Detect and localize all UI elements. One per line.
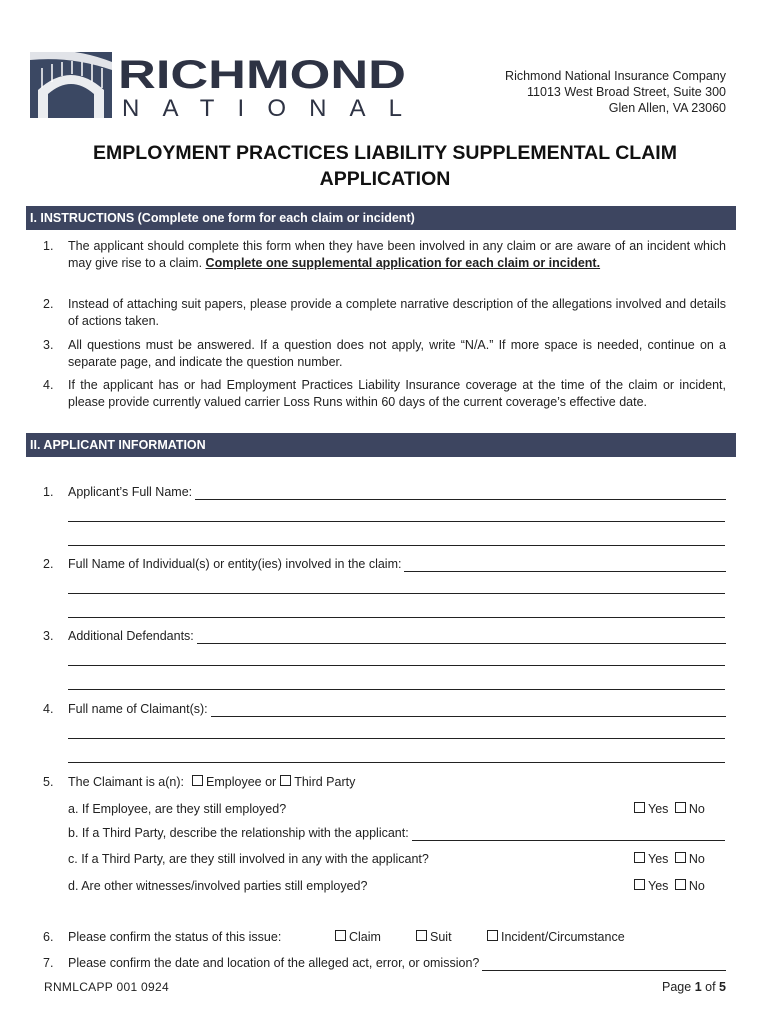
applicant-name-line-2[interactable] <box>68 521 725 522</box>
applicant-name-field[interactable] <box>195 486 726 500</box>
claimant-name-line-3[interactable] <box>68 762 725 763</box>
claimant-name-question: 4. Full name of Claimant(s): <box>43 701 726 717</box>
status-claim-checkbox[interactable] <box>335 930 346 941</box>
third-party-involved-yes-checkbox[interactable] <box>634 852 645 863</box>
status-incident-checkbox[interactable] <box>487 930 498 941</box>
witnesses-employed-question: d. Are other witnesses/involved parties still employed? <box>68 879 368 893</box>
company-name: Richmond National Insurance Company <box>505 69 726 83</box>
page-title: EMPLOYMENT PRACTICES LIABILITY SUPPLEMENTAL CLAIM APPLICATION <box>93 142 677 190</box>
form-code: RNMLCAPP 001 0924 <box>44 980 169 994</box>
richmond-national-logo <box>30 50 410 120</box>
additional-defendants-field[interactable] <box>197 630 726 644</box>
claimant-type-question: 5. The Claimant is a(n): Employee or Third Party <box>43 775 356 789</box>
claimant-name-field[interactable] <box>211 703 726 717</box>
status-suit-checkbox[interactable] <box>416 930 427 941</box>
involved-parties-question: 2. Full Name of Individual(s) or entity(ies) involved in the claim: <box>43 556 726 572</box>
applicant-name-question: 1. Applicant’s Full Name: <box>43 484 726 500</box>
still-employed-question: a. If Employee, are they still employed? <box>68 802 287 816</box>
instruction-item-1: 1. The applicant should complete this form when they have been involved in any claim or are aware of an incident which may give rise to a claim. Complete one supplemental application for each claim or incident. <box>43 239 726 270</box>
involved-parties-line-2[interactable] <box>68 593 725 594</box>
additional-defendants-question: 3. Additional Defendants: <box>43 628 726 644</box>
employee-checkbox[interactable] <box>192 775 203 786</box>
involved-parties-line-3[interactable] <box>68 617 725 618</box>
status-suit-option[interactable]: Suit <box>416 929 452 945</box>
logo-line1: RICHMOND <box>118 53 406 97</box>
still-employed-no-checkbox[interactable] <box>675 802 686 813</box>
status-claim-option[interactable]: Claim <box>335 929 381 945</box>
additional-defendants-line-3[interactable] <box>68 689 725 690</box>
company-address-line1: 11013 West Broad Street, Suite 300 <box>527 85 726 99</box>
instruction-item-3: 3. All questions must be answered. If a question does not apply, write “N/A.” If more space is needed, continue on a separate page, and indicate the question number. <box>43 338 726 369</box>
third-party-option[interactable]: Third Party <box>280 774 355 790</box>
instruction-emphasis: Complete one supplemental application for each claim or incident. <box>205 255 601 270</box>
section-applicant-header: II. APPLICANT INFORMATION <box>26 433 736 457</box>
logo-line2: NATIONAL <box>122 95 402 120</box>
witnesses-employed-no-checkbox[interactable] <box>675 879 686 890</box>
applicant-name-line-3[interactable] <box>68 545 725 546</box>
still-employed-yes-no: Yes No <box>634 801 705 817</box>
still-employed-yes-checkbox[interactable] <box>634 802 645 813</box>
bridge-icon <box>30 50 112 118</box>
instruction-item-2: 2. Instead of attaching suit papers, please provide a complete narrative description of the allegations involved and details of actions taken. <box>43 297 726 328</box>
page-number: Page 1 of 5 <box>662 980 726 994</box>
issue-status-question: 6. Please confirm the status of this issue: <box>43 930 282 944</box>
involved-parties-field[interactable] <box>404 558 726 572</box>
company-address <box>505 68 726 116</box>
employee-option[interactable]: Employee or <box>192 774 276 790</box>
witnesses-employed-yes-checkbox[interactable] <box>634 879 645 890</box>
third-party-involved-no-checkbox[interactable] <box>675 852 686 863</box>
instruction-item-4: 4. If the applicant has or had Employment Practices Liability Insurance coverage at the time of the claim or incident, please provide currently valued carrier Loss Runs within 60 days of the current coverage’s effective date. <box>43 378 726 409</box>
section-instructions-header: I. INSTRUCTIONS (Complete one form for each claim or incident) <box>26 206 736 230</box>
third-party-involved-question: c. If a Third Party, are they still involved in any with the applicant? <box>68 852 429 866</box>
third-party-relationship-field[interactable] <box>412 827 725 841</box>
witnesses-employed-yes-no: Yes No <box>634 878 705 894</box>
third-party-involved-yes-no: Yes No <box>634 851 705 867</box>
date-location-field[interactable] <box>482 957 726 971</box>
third-party-checkbox[interactable] <box>280 775 291 786</box>
status-incident-option[interactable]: Incident/Circumstance <box>487 929 625 945</box>
date-location-question: 7. Please confirm the date and location of the alleged act, error, or omission? <box>43 955 726 971</box>
third-party-relationship-question: b. If a Third Party, describe the relationship with the applicant: <box>68 825 725 841</box>
company-address-line2: Glen Allen, VA 23060 <box>608 101 726 115</box>
claimant-name-line-2[interactable] <box>68 738 725 739</box>
additional-defendants-line-2[interactable] <box>68 665 725 666</box>
